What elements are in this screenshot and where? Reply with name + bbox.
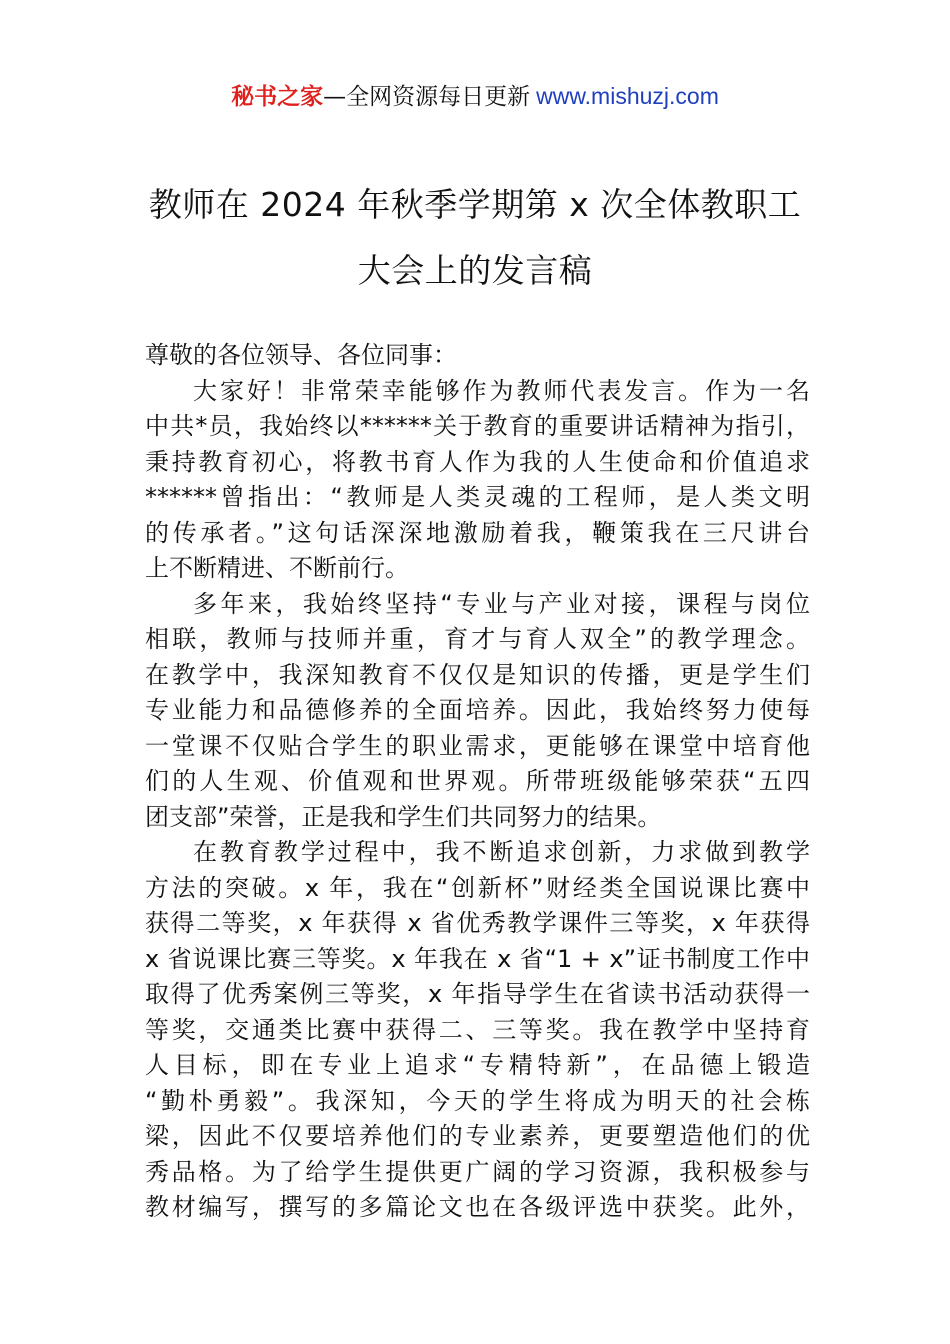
salutation: 尊敬的各位领导、各位同事：: [145, 341, 457, 369]
paragraph-line: x 省说课比赛三等奖。x 年我在 x 省“1 + x”证书制度工作中: [145, 944, 810, 973]
paragraph-line: 教材编写，撰写的多篇论文也在各级评选中获奖。此外，: [145, 1193, 810, 1221]
paragraph-line: 团支部”荣誉，正是我和学生们共同努力的结果。: [145, 802, 662, 831]
paragraph-line: 人目标，即在专业上追求“专精特新”，在品德上锻造: [145, 1051, 810, 1079]
paragraph-line: 秉持教育初心，将教书育人作为我的人生使命和价值追求: [145, 447, 810, 476]
site-header: [0, 80, 950, 113]
document-body: [145, 338, 810, 1226]
document-title: [60, 172, 890, 304]
site-tagline: —全网资源每日更新: [323, 84, 531, 110]
paragraph-line: 大家好！非常荣幸能够作为教师代表发言。作为一名: [193, 376, 810, 405]
paragraph-line: 专业能力和品德修养的全面培养。因此，我始终努力使每: [145, 696, 810, 724]
paragraph-1: [145, 374, 810, 587]
title-line-1: 教师在 2024 年秋季学期第 x 次全体教职工: [148, 185, 802, 224]
paragraph-line: “勤朴勇毅”。我深知，今天的学生将成为明天的社会栋: [145, 1086, 810, 1115]
paragraph-line: 梁，因此不仅要培养他们的专业素养，更要塑造他们的优: [145, 1122, 810, 1150]
paragraph-line: 在教学中，我深知教育不仅仅是知识的传播，更是学生们: [145, 660, 810, 689]
site-brand: 秘书之家: [231, 84, 324, 110]
paragraph-line: 的传承者。”这句话深深地激励着我，鞭策我在三尺讲台: [145, 518, 810, 547]
paragraph-line: 取得了优秀案例三等奖，x 年指导学生在省读书活动获得一: [145, 980, 810, 1008]
paragraph-line: 在教育教学过程中，我不断追求创新，力求做到教学: [193, 838, 810, 866]
paragraph-line: 中共*员，我始终以******关于教育的重要讲话精神为指引，: [145, 412, 810, 440]
paragraph-line: ******曾指出：“教师是人类灵魂的工程师，是人类文明: [145, 483, 810, 511]
paragraph-line: 方法的突破。x 年，我在“创新杯”财经类全国说课比赛中: [145, 873, 810, 902]
paragraph-3: [145, 835, 810, 1226]
paragraph-line: 秀品格。为了给学生提供更广阔的学习资源，我积极参与: [145, 1157, 810, 1186]
paragraph-line: 多年来，我始终坚持“专业与产业对接，课程与岗位: [193, 589, 810, 618]
site-url-link[interactable]: www.mishuzj.com: [536, 83, 719, 109]
paragraph-line: 等奖，交通类比赛中获得二、三等奖。我在教学中坚持育: [145, 1015, 810, 1044]
paragraph-2: [145, 587, 810, 836]
paragraph-line: 一堂课不仅贴合学生的职业需求，更能够在课堂中培育他: [145, 731, 810, 760]
paragraph-line: 相联，教师与技师并重，育才与育人双全”的教学理念。: [145, 625, 810, 653]
title-line-2: 大会上的发言稿: [357, 251, 593, 290]
paragraph-line: 们的人生观、价值观和世界观。所带班级能够荣获“五四: [145, 767, 810, 795]
paragraph-line: 获得二等奖，x 年获得 x 省优秀教学课件三等奖，x 年获得: [145, 909, 810, 937]
paragraph-line: 上不断精进、不断前行。: [145, 554, 409, 582]
